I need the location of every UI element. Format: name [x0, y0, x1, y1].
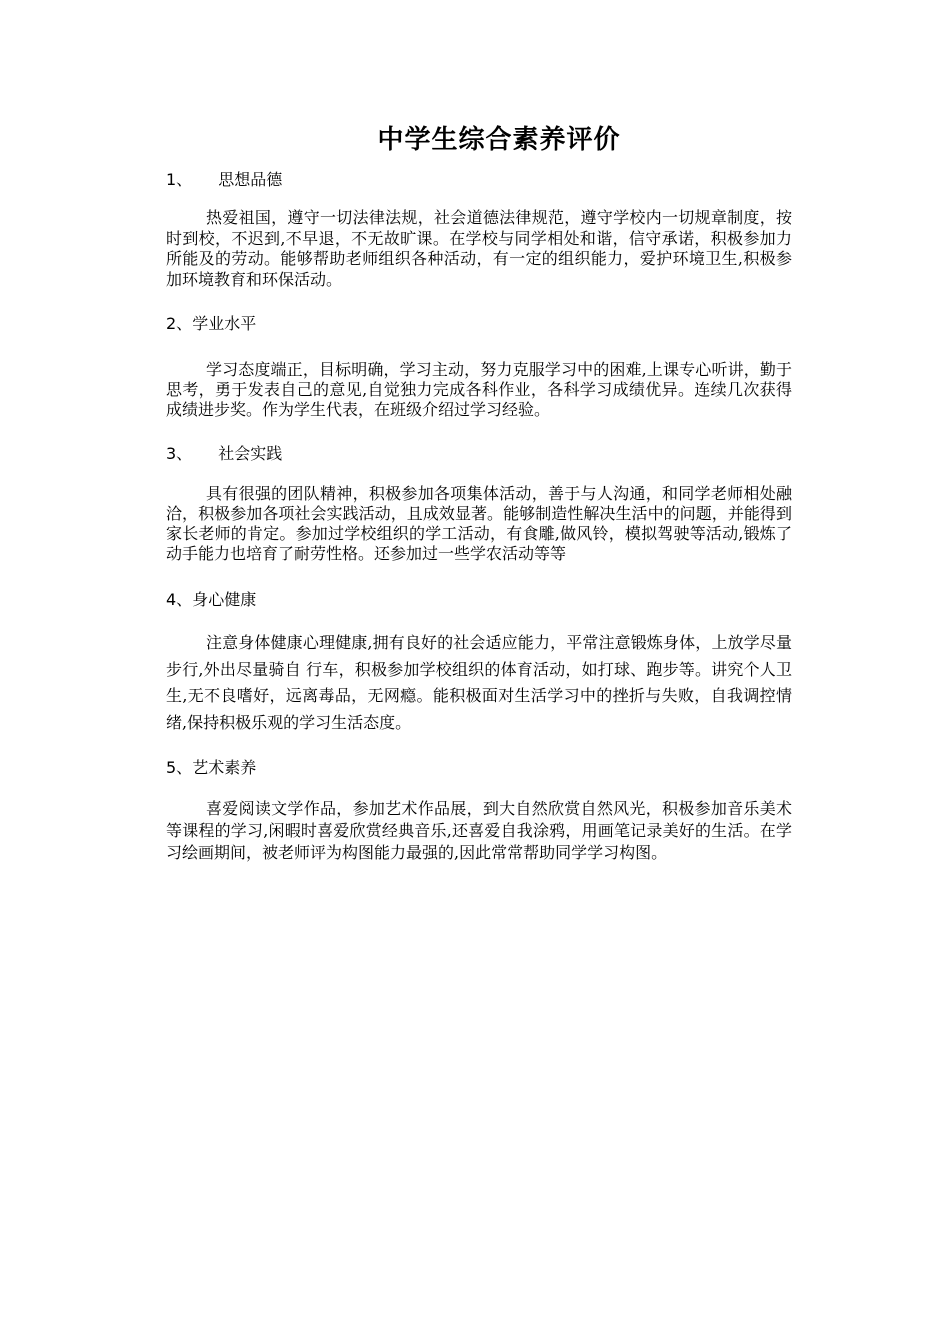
section-title: 艺术素养 [192, 758, 257, 777]
section-body: 具有很强的团队精神，积极参加各项集体活动，善于与人沟通，和同学老师相处融洽，积极参加各项社会实践活动，且成效显著。能够制造性解决生活中的问题，并能得到家长老师的肯定。参加过学校组织的学工活动，有食雕,做风铃，模拟驾驶等活动,锻炼了动手能力也培育了耐劳性格。还参加过一些学农活动等等 [166, 484, 792, 563]
section-body: 喜爱阅读文学作品，参加艺术作品展，到大自然欣赏自然风光，积极参加音乐美术等课程的学习,闲暇时喜爱欣赏经典音乐,还喜爱自我涂鸦，用画笔记录美好的生活。在学习绘画期间，被老师评为构图能力最强的,因此常常帮助同学学习构图。 [166, 799, 792, 862]
section-number: 5、 [166, 758, 193, 777]
document-page [166, 120, 792, 864]
section-heading [166, 312, 792, 336]
section-artistic-literacy [166, 756, 792, 864]
section-title: 学业水平 [192, 314, 257, 333]
document-title: 中学生综合素养评价 [377, 125, 621, 155]
section-heading [166, 168, 792, 192]
section-heading [166, 588, 792, 612]
section-body: 学习态度端正，目标明确，学习主动，努力克服学习中的困难,上课专心听讲，勤于思考，勇于发表自己的意见,自觉独力完成各科作业，各科学习成绩优异。连续几次获得成绩进步奖。作为学生代表，在班级介绍过学习经验。 [166, 360, 792, 419]
section-title: 身心健康 [192, 590, 257, 609]
section-moral-character [166, 168, 792, 290]
section-number: 4、 [166, 590, 193, 609]
section-academic-level [166, 312, 792, 420]
section-number: 1、 [166, 170, 193, 189]
section-title: 思想品德 [218, 170, 283, 189]
section-social-practice [166, 442, 792, 564]
section-title: 社会实践 [218, 444, 283, 463]
section-physical-mental-health [166, 588, 792, 736]
section-body: 注意身体健康心理健康,拥有良好的社会适应能力，平常注意锻炼身体，上放学尽量步行,外出尽量骑自 行车，积极参加学校组织的体育活动，如打球、跑步等。讲究个人卫生,无不良嗜好，远离毒品，无网瘾。能积极面对生活学习中的挫折与失败，自我调控情绪,保持积极乐观的学习生活态度。 [166, 633, 792, 732]
section-body: 热爱祖国，遵守一切法律法规，社会道德法律规范，遵守学校内一切规章制度，按时到校，不迟到,不早退，不无故旷课。在学校与同学相处和谐，信守承诺，积极参加力所能及的劳动。能够帮助老师组织各种活动，有一定的组织能力，爱护环境卫生,积极参加环境教育和环保活动。 [166, 208, 792, 289]
section-heading [166, 756, 792, 780]
section-heading [166, 442, 792, 466]
section-number: 2、 [166, 314, 193, 333]
section-number: 3、 [166, 444, 193, 463]
